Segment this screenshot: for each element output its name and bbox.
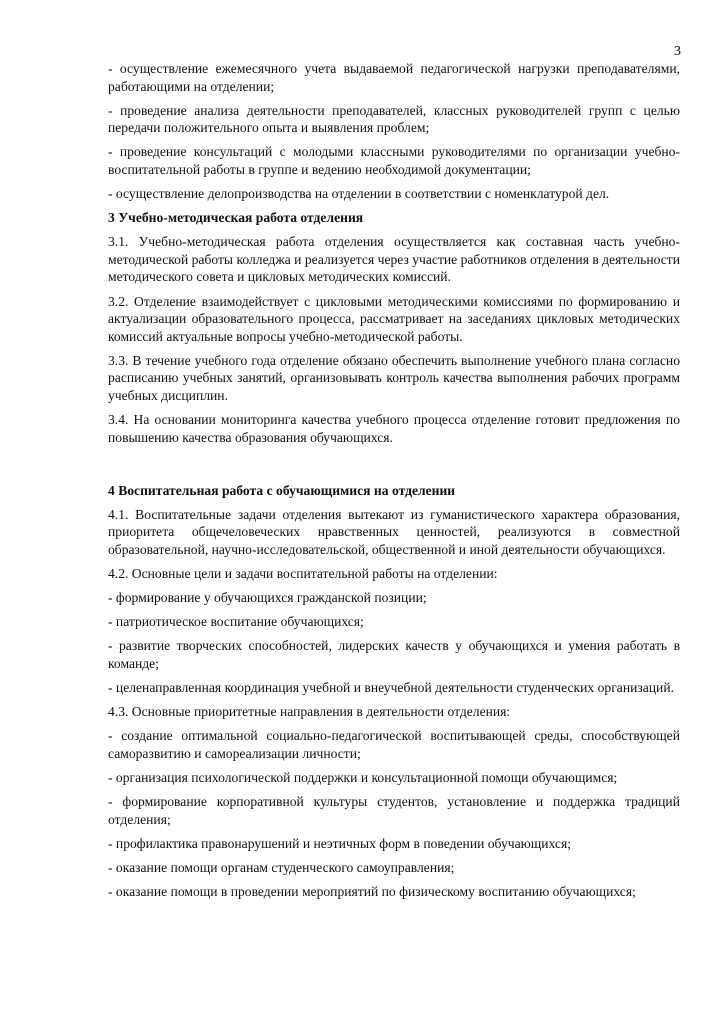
intro-item: - осуществление делопроизводства на отделении в соответствии с номенклатурой дел. [108,186,610,202]
goal-item: - формирование у обучающихся гражданской позиции; [108,590,427,606]
section-3-heading: 3 Учебно-методическая работа отделения [108,210,364,226]
goal-item: - развитие творческих способностей, лидерских качеств у обучающихся и умения работать в команде; [108,638,680,672]
direction-item: - создание оптимальной социально-педагогической воспитывающей среды, способствующей саморазвитию и самореализации личности; [108,728,680,761]
direction-item: - оказание помощи органам студенческого самоуправления; [108,859,455,875]
section-4-heading: 4 Воспитательная работа с обучающимися на отделении [108,482,456,498]
document-page [108,40,680,907]
intro-item: - проведение анализа деятельности преподавателей, классных руководителей групп с целью передачи положительного опыта и выявления проблем; [108,102,680,136]
paragraph-4-1: 4.1. Воспитательные задачи отделения вытекают из гуманистического характера образования, приоритета общечеловеческих нравственных ценностей, реализуются в совместной образовательной, научно-исследовательской, общественной и иной деятельности обучающихся. [108,506,680,558]
section-gap [108,453,680,482]
page-number: 3 [674,44,681,59]
intro-item: - осуществление ежемесячного учета выдаваемой педагогической нагрузки преподавателями, работающими на отделении; [108,61,680,94]
direction-item: - оказание помощи в проведении мероприятий по физическому воспитанию обучающихся; [108,883,636,899]
direction-item: - формирование корпоративной культуры студентов, установление и поддержка традиций отделения; [108,794,680,827]
paragraph-3-2: 3.2. Отделение взаимодействует с цикловыми методическими комиссиями по формированию и актуализации образовательного процесса, рассматривает на заседаниях цикловых методических комиссий актуальные вопросы учебно-методической работы. [108,293,680,344]
paragraph-4-2: 4.2. Основные цели и задачи воспитательной работы на отделении: [108,566,498,582]
direction-item: - профилактика правонарушений и неэтичных форм в поведении обучающихся; [108,835,571,851]
intro-item: - проведение консультаций с молодыми классными руководителями по организации учебно-воспитательной работы в группе и ведению необходимой документации; [108,144,680,177]
paragraph-3-1: 3.1. Учебно-методическая работа отделения осуществляется как составная часть учебно-методической работы колледжа и реализуется через участие работников отделения в деятельности методического совета и цикловых методических комиссий. [108,234,680,285]
goal-item: - целенаправленная координация учебной и внеучебной деятельности студенческих организаций. [108,680,674,696]
goal-item: - патриотическое воспитание обучающихся; [108,614,364,630]
paragraph-3-3: 3.3. В течение учебного года отделение обязано обеспечить выполнение учебного плана согласно расписанию учебных занятий, организовывать контроль качества выполнения рабочих программ учебных дисциплин. [108,352,680,403]
direction-item: - организация психологической поддержки и консультационной помощи обучающимся; [108,770,618,785]
paragraph-4-3: 4.3. Основные приоритетные направления в деятельности отделения: [108,704,511,720]
paragraph-3-4: 3.4. На основании мониторинга качества учебного процесса отделение готовит предложения по повышению качества образования обучающихся. [108,412,680,445]
